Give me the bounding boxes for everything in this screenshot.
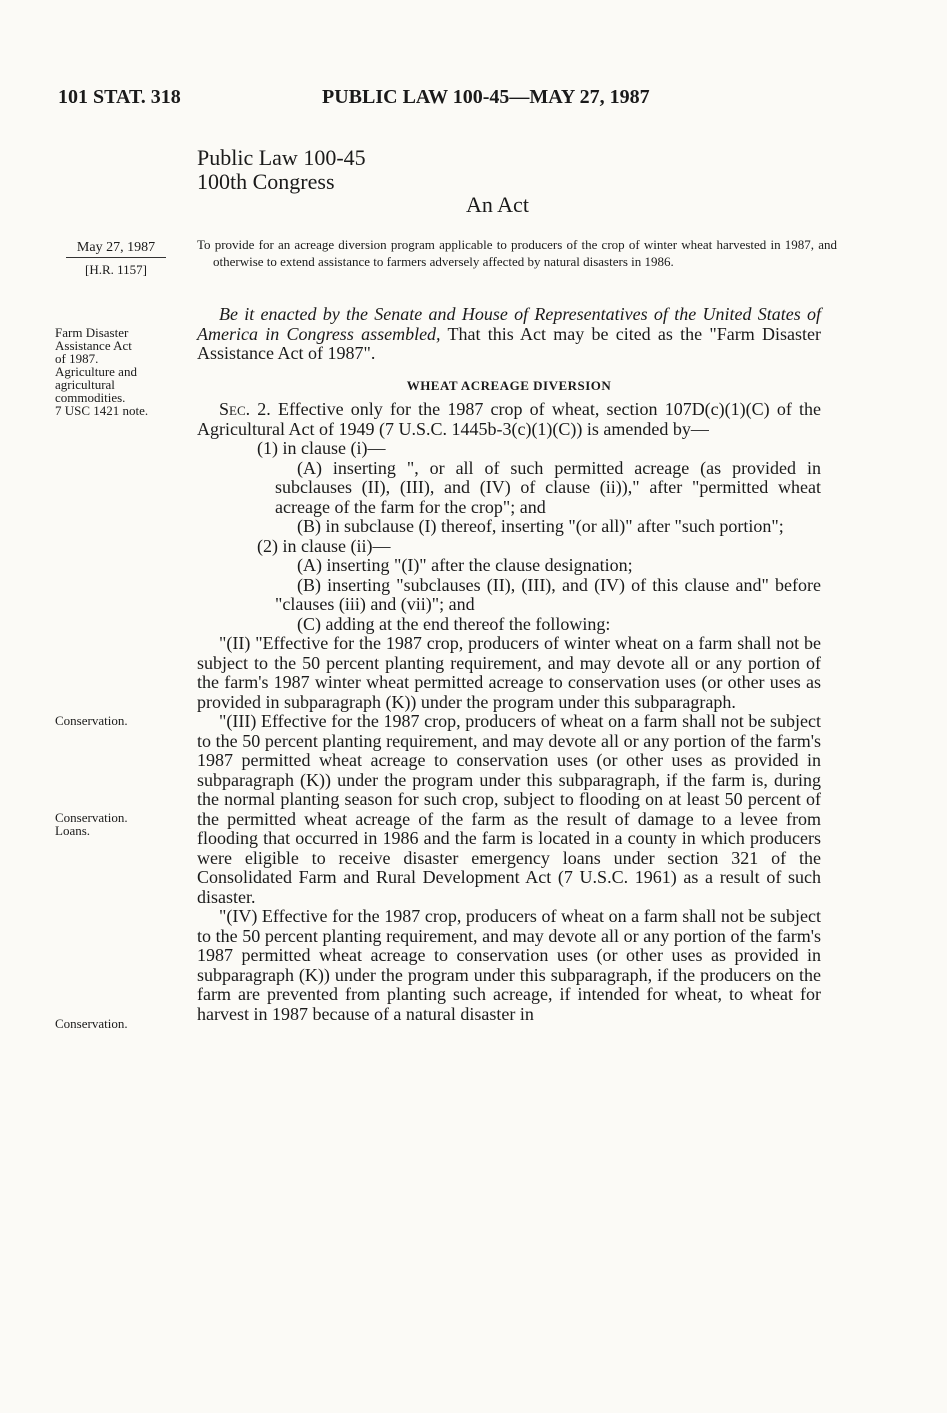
subparagraph-2a: (A) inserting "(I)" after the clause designation; <box>297 555 633 575</box>
subparagraph-1a: (A) inserting ", or all of such permitted acreage (as provided in subclauses (II), (III), and (IV) of clause (ii))," after "permitted wheat acreage of the farm for the crop"; and <box>275 457 821 517</box>
subparagraph-2c: (C) adding at the end thereof the following: <box>297 613 611 634</box>
margin-bill-number: [H.R. 1157] <box>85 262 147 277</box>
running-header: PUBLIC LAW 100-45—MAY 27, 1987 <box>322 86 650 108</box>
subclause-iii: "(III) Effective for the 1987 crop, producers of wheat on a farm shall not be subject to the 50 percent planting requirement, and may devote all or any portion of the farm's 1987 permitted wheat acreage to conservation uses (or other uses as provided in subparagraph (K)) under the program under this subparagraph, if the farm is, during the normal planting season for such crop, subject to flooding on at least 50 percent of the permitted wheat acreage of the farm as the result of damage to a levee from flooding that occurred in 1986 and the farm is located in a county in which producers were eligible to receive disaster emergency loans under section 321 of the Consolidated Farm and Rural Development Act (7 U.S.C. 1961) as a result of such disaster. <box>197 711 821 907</box>
margin-date: May 27, 1987 <box>66 241 166 258</box>
margin-note-conservation: Conservation. <box>55 1016 128 1031</box>
paragraph-1: (1) in clause (i)— <box>257 438 386 458</box>
act-purpose: To provide for an acreage diversion program applicable to producers of the crop of winter wheat harvested in 1987, and otherwise to extend assistance to farmers adversely affected by natural disasters in 1986. <box>197 237 837 269</box>
margin-note-conservation: Conservation. <box>55 713 128 728</box>
paragraph-2: (2) in clause (ii)— <box>257 535 391 556</box>
subclause-iv: "(IV) Effective for the 1987 crop, producers of wheat on a farm shall not be subject to the 50 percent planting requirement, and may devote all or any portion of the farm's 1987 permitted wheat acreage to conservation uses (or other uses as provided in subparagraph (K)) under the program under this subparagraph, if the producers on the farm are prevented from planting such acreage, if intended for wheat, to wheat for harvest in 1987 because of a natural disaster in <box>197 906 821 1024</box>
section-heading: WHEAT ACREAGE DIVERSION <box>406 377 612 393</box>
page-reference: 101 STAT. 318 <box>58 86 181 108</box>
margin-note-conservation-loans: Conservation. Loans. <box>55 810 128 838</box>
act-body <box>197 305 821 1024</box>
subparagraph-2b: (B) inserting "subclauses (II), (III), and (IV) of this clause and" before "clauses (iii) and (vii)"; and <box>275 574 821 614</box>
act-title: An Act <box>466 192 529 217</box>
enacting-clause: Be it enacted by the Senate and House of Representatives of the United States of America in Congress assembled, That this Act may be cited as the "Farm Disaster Assistance Act of 1987". <box>197 304 821 363</box>
subclause-ii: "(II) "Effective for the 1987 crop, producers of winter wheat on a farm shall not be subject to the 50 percent planting requirement, and may devote all or any portion of the farm's 1987 winter wheat permitted acreage to conservation uses (or other uses as provided in subparagraph (K)) under the program under this subparagraph. <box>197 633 821 712</box>
section-2: Sec. 2. Effective only for the 1987 crop of wheat, section 107D(c)(1)(C) of the Agricultural Act of 1949 (7 U.S.C. 1445b-3(c)(1)(C)) is amended by— <box>197 399 821 439</box>
law-number: Public Law 100-45 <box>197 145 366 170</box>
subparagraph-1b: (B) in subclause (I) thereof, inserting "(or all)" after "such portion"; <box>297 516 784 536</box>
congress: 100th Congress <box>197 169 335 194</box>
margin-note-farm-disaster: Farm Disaster Assistance Act of 1987. Agriculture and agricultural commodities. 7 USC 1421 note. <box>55 325 149 418</box>
